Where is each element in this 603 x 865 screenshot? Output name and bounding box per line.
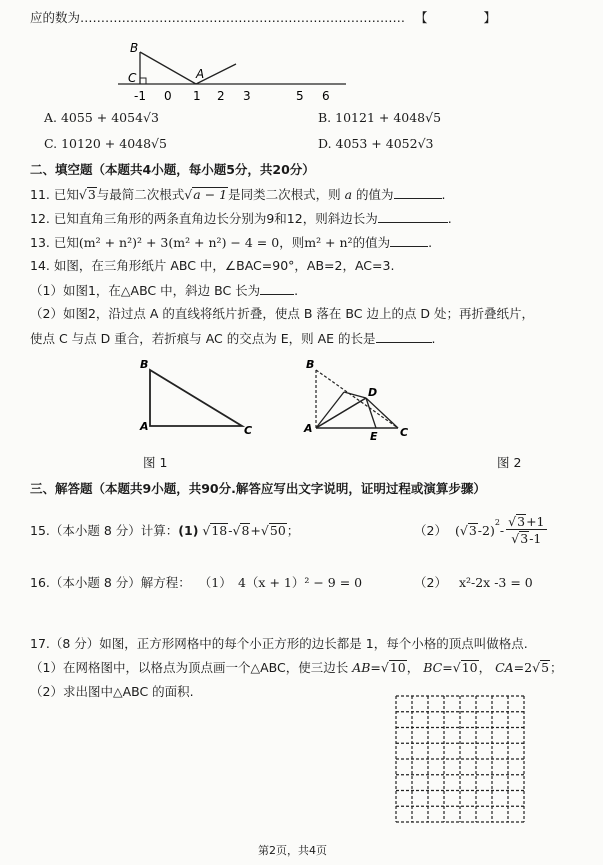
q15-exponent: 2 xyxy=(494,518,500,527)
answer-blank[interactable] xyxy=(378,210,448,223)
tick-label: 2 xyxy=(217,89,225,103)
tick-label: 1 xyxy=(193,89,201,103)
q15-operator: - xyxy=(228,523,233,538)
answer-blank[interactable] xyxy=(394,186,442,199)
answer-blank[interactable] xyxy=(390,234,428,247)
tick-label: 5 xyxy=(296,89,304,103)
q13-text: 的值为 xyxy=(352,235,391,250)
q11-text: 与最简二次根式 xyxy=(96,187,185,202)
square-grid[interactable] xyxy=(392,692,528,826)
q17-side-bc: BC= xyxy=(423,660,453,675)
answer-bracket-close: 】 xyxy=(483,10,497,25)
q15-radicand: 50 xyxy=(269,523,286,538)
q16-equation-2: x²-2x -3 = 0 xyxy=(458,575,533,590)
q15-radicand: 3 xyxy=(520,530,529,546)
q13-expression: m² + n² xyxy=(304,235,353,250)
q13-end: . xyxy=(428,235,433,250)
figure-1-caption: 图 1 xyxy=(143,455,168,470)
q14-sub2-end: . xyxy=(431,331,436,346)
question-14-part1 xyxy=(30,282,298,299)
vertex-label-c: C xyxy=(400,426,409,439)
q16-part2-label: （2） xyxy=(414,575,447,590)
section-heading-fill-in: 二、填空题（本题共4小题，每小题5分，共20分） xyxy=(30,162,315,177)
q14-sub1-text: （1）如图1，在△ABC 中，斜边 BC 长为 xyxy=(30,283,261,298)
question-17-stem: 17.（8 分）如图，正方形网格中的每个小正方形的边长都是 1，每个小格的顶点叫做格点. xyxy=(30,636,528,651)
right-angle-mark xyxy=(140,78,146,84)
previous-question-tail xyxy=(30,10,496,26)
q12-text: 12. 已知直角三角形的两条直角边长分别为9和12，则斜边长为 xyxy=(30,211,378,226)
vertex-label-a: A xyxy=(140,420,149,433)
q15-end: ； xyxy=(286,523,300,538)
q13-equation: (m² + n²)² + 3(m² + n²) − 4 = 0 xyxy=(78,235,280,250)
q13-text: ，则 xyxy=(279,235,305,250)
q11-radicand: a − 1 xyxy=(193,187,228,202)
triangle-figure-1 xyxy=(130,356,260,440)
q15-radicand: 3 xyxy=(517,513,526,529)
option-a: A. 4055 + 4054√3 xyxy=(44,110,159,125)
question-13 xyxy=(30,234,432,251)
figure-2-caption: 图 2 xyxy=(497,455,522,470)
answer-blank[interactable] xyxy=(260,282,294,295)
q17-radicand: 10 xyxy=(461,660,478,675)
folding-figure-2 xyxy=(298,356,418,442)
q15-radicand: 3 xyxy=(468,523,477,538)
fraction-numerator: √3+1 xyxy=(508,513,545,529)
tick-label: 3 xyxy=(243,89,251,103)
option-c: C. 10120 + 4048√5 xyxy=(44,136,167,151)
dashed-side-bc xyxy=(316,370,398,428)
option-d: D. 4053 + 4052√3 xyxy=(318,136,434,151)
q11-text: 是同类二次根式，则 xyxy=(228,187,341,202)
vertex-label-b: B xyxy=(140,358,149,371)
tick-label: 0 xyxy=(164,89,172,103)
q17-end: ； xyxy=(550,660,563,675)
q17-separator: ， xyxy=(478,660,492,675)
q11-variable: a xyxy=(344,187,353,202)
q15-denominator-rest: -1 xyxy=(529,530,542,546)
question-14-part2-line1: （2）如图2，沿过点 A 的直线将纸片折叠，使点 B 落在 BC 边上的点 D 处；再折叠纸片， xyxy=(30,306,535,321)
q14-sub1-end: . xyxy=(294,283,299,298)
q11-text: 11. 已知 xyxy=(30,187,79,202)
question-15-part2: （2） ( √ 3 -2) $^2$ - $\frac{√3+1}{√3-1}$ xyxy=(414,513,545,546)
vertex-label-b: B xyxy=(306,358,315,371)
q15-minus: - xyxy=(499,522,505,538)
question-17-part1: （1）在网格图中，以格点为顶点画一个△ABC，使三边长 AB=√10， BC=√10， CA=2√5； xyxy=(30,660,563,675)
q12-end: . xyxy=(447,211,452,226)
question-16-part2 xyxy=(414,575,533,591)
q17-separator: ， xyxy=(406,660,420,675)
vertex-label-c: C xyxy=(244,424,253,437)
q17-radicand: 5 xyxy=(541,660,550,675)
q11-text: 的值为 xyxy=(356,187,394,202)
q15-numerator-rest: +1 xyxy=(526,513,545,529)
triangle-abc xyxy=(150,370,242,426)
q15-paren: -2) xyxy=(477,522,495,538)
question-14-stem: 14. 如图，在三角形纸片 ABC 中，∠BAC=90°，AB=2，AC=3. xyxy=(30,258,395,273)
q11-radicand: 3 xyxy=(87,187,96,202)
answer-bracket-open: 【 xyxy=(415,10,428,25)
q14-sub2-text: 使点 C 与点 D 重合，若折痕与 AC 的交点为 E，则 AE 的长是 xyxy=(30,331,376,346)
segment-ba xyxy=(140,52,196,84)
option-b: B. 10121 + 4048√5 xyxy=(318,110,442,125)
vertex-label-e: E xyxy=(370,430,378,442)
question-12 xyxy=(30,210,452,227)
page-number: 第2页，共4页 xyxy=(258,844,327,857)
vertex-label-a: A xyxy=(304,422,313,435)
q15-part1-label: (1) xyxy=(178,523,199,538)
point-label-c: C xyxy=(128,71,137,85)
question-16 xyxy=(30,575,362,591)
point-label-b: B xyxy=(130,41,139,55)
question-17-part2: （2）求出图中△ABC 的面积. xyxy=(30,684,194,699)
vertex-label-d: D xyxy=(368,386,378,399)
fraction-denominator: √3-1 xyxy=(511,530,542,546)
q11-end: . xyxy=(441,187,446,202)
q15-radicand: 18 xyxy=(211,523,228,538)
q15-stem: 15.（本小题 8 分）计算： xyxy=(30,523,179,538)
q17-radicand: 10 xyxy=(389,660,406,675)
q17-coefficient: 2 xyxy=(524,660,533,675)
q17-side-ab: AB= xyxy=(352,660,381,675)
q17-sub1-text: （1）在网格图中，以格点为顶点画一个△ABC，使三边长 xyxy=(30,660,349,675)
fold-crease xyxy=(316,392,344,428)
segment-da xyxy=(316,398,366,428)
q15-paren: ( xyxy=(454,522,460,538)
numberline-figure xyxy=(110,38,350,106)
q16-stem: 16.（本小题 8 分）解方程： xyxy=(30,575,191,590)
q13-text: 13. 已知 xyxy=(30,235,79,250)
q17-side-ca: CA= xyxy=(495,660,525,675)
question-15: 15.（本小题 8 分）计算：(1) √18-√8+√50； xyxy=(30,523,300,538)
header-text: 应的数为…………………………………………………………………… xyxy=(30,10,406,25)
q15-operator: + xyxy=(250,523,261,538)
q16-equation-1: （1） 4（x + 1）² − 9 = 0 xyxy=(198,575,363,590)
tick-label: 6 xyxy=(322,89,330,103)
q15-part2-label: （2） xyxy=(414,523,447,538)
q15-fraction xyxy=(506,514,546,547)
answer-blank[interactable] xyxy=(376,330,432,343)
q15-radicand: 8 xyxy=(241,523,250,538)
section-heading-answer: 三、解答题（本题共9小题，共90分.解答应写出文字说明，证明过程或演算步骤） xyxy=(30,481,486,496)
tick-label: -1 xyxy=(134,89,146,103)
point-label-a: A xyxy=(196,67,205,81)
question-14-part2-line2 xyxy=(30,330,436,347)
question-11: 11. 已知√3与最简二次根式√a − 1是同类二次根式，则 a 的值为 . xyxy=(30,187,446,202)
